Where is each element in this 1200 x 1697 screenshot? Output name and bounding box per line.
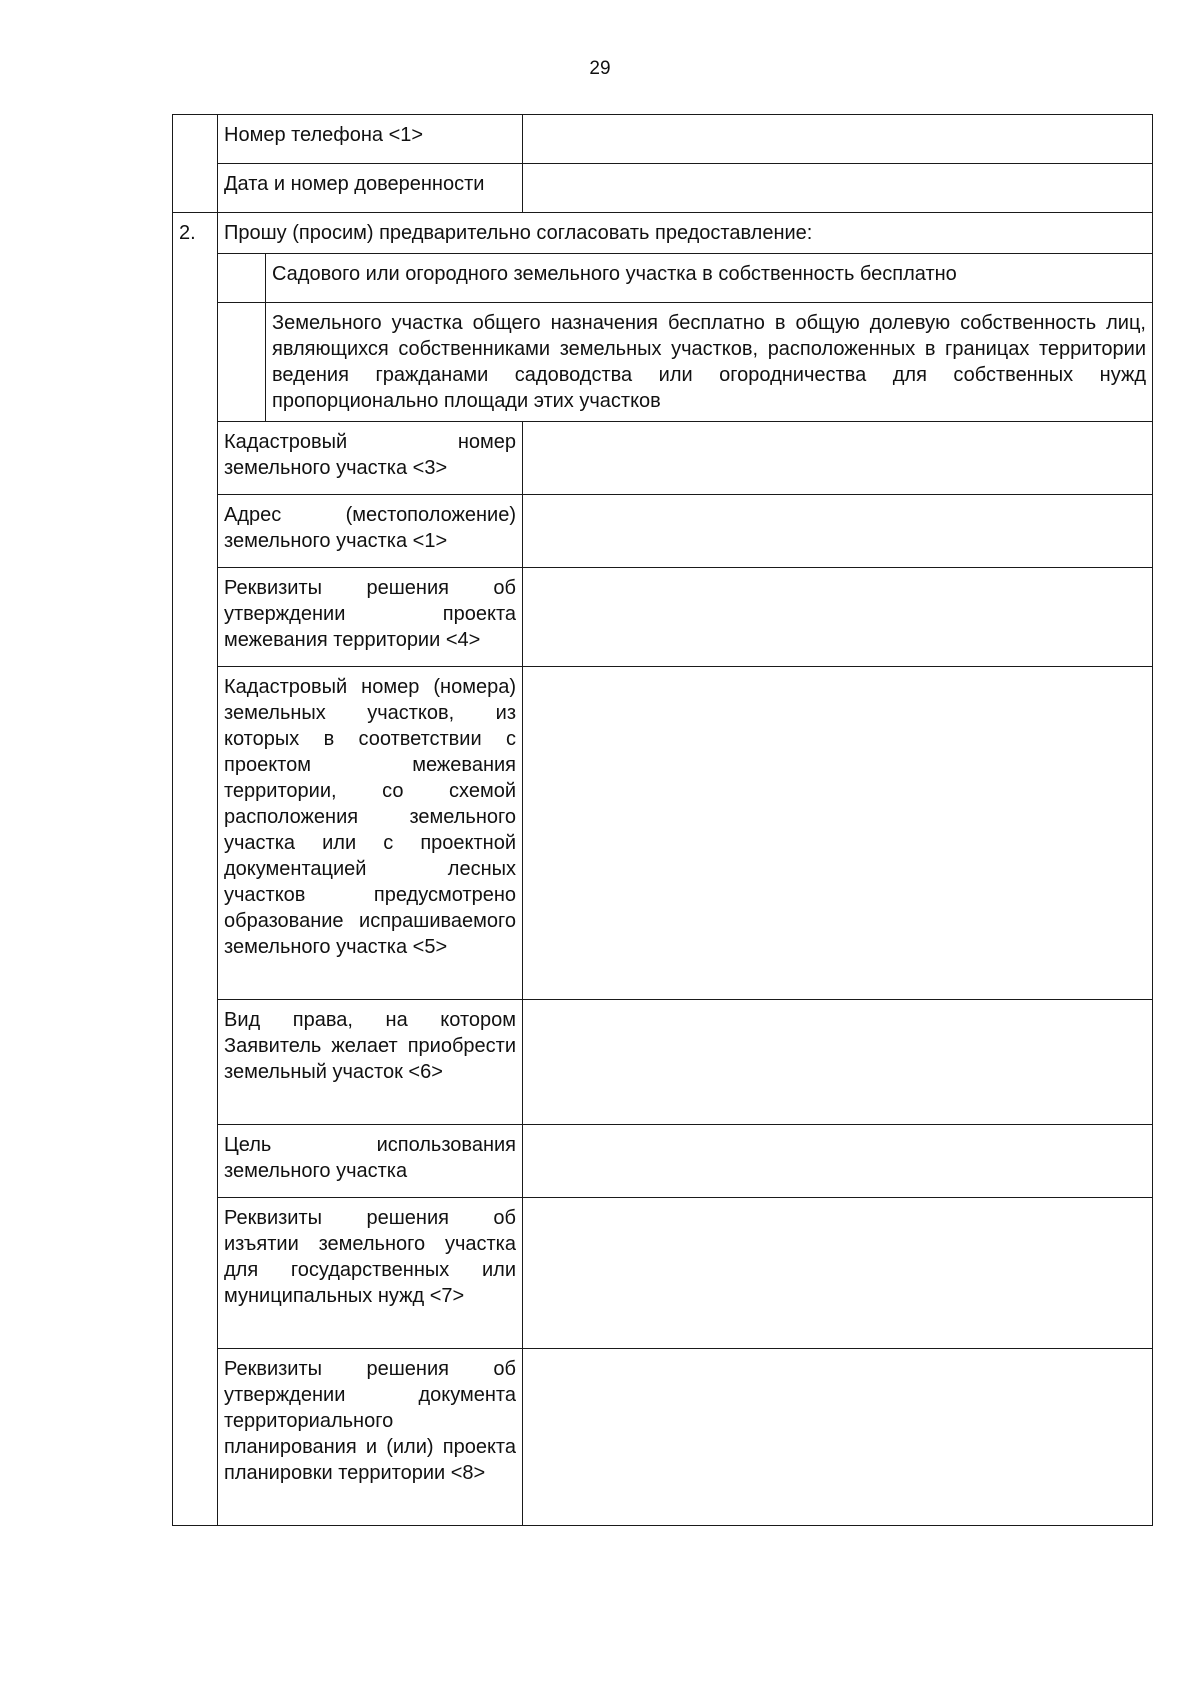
row-number-cell	[173, 115, 218, 213]
page-number: 29	[589, 58, 611, 79]
section-title: Прошу (просим) предварительно согласовать предоставление:	[218, 213, 1153, 254]
usage-purpose-label: Цель использования земельного участка	[218, 1125, 523, 1198]
source-plots-label: Кадастровый номер (номера) земельных участков, из которых в соответствии с проектом межевания территории, со схемой расположения земельного участка или с проектной документацией лесных участков предусмотрено образование испрашиваемого земельного участка <5>	[218, 667, 523, 1000]
right-type-label: Вид права, на котором Заявитель желает приобрести земельный участок <6>	[218, 1000, 523, 1125]
table-row	[173, 495, 1153, 568]
address-field[interactable]	[523, 495, 1153, 568]
option-checkbox-garden[interactable]	[218, 254, 266, 303]
table-row	[173, 115, 1153, 164]
survey-project-label: Реквизиты решения об утверждении проекта межевания территории <4>	[218, 568, 523, 667]
table-row	[173, 1349, 1153, 1526]
cadastral-number-field[interactable]	[523, 422, 1153, 495]
section-number: 2.	[173, 213, 218, 1526]
withdrawal-decision-field[interactable]	[523, 1198, 1153, 1349]
table-row	[173, 667, 1153, 1000]
option-checkbox-common[interactable]	[218, 303, 266, 422]
option-common-plot-label: Земельного участка общего назначения бесплатно в общую долевую собственность лиц, являющихся собственниками земельных участков, расположенных в границах территории ведения гражданами садоводства или огородничества для собственных нужд пропорционально площади этих участков	[266, 303, 1153, 422]
table-row	[173, 422, 1153, 495]
power-of-attorney-value-field[interactable]	[523, 164, 1153, 213]
power-of-attorney-label: Дата и номер доверенности	[218, 164, 523, 213]
table-row	[173, 213, 1153, 254]
table-row	[173, 1125, 1153, 1198]
table-row	[173, 303, 1153, 422]
option-garden-plot-label: Садового или огородного земельного участка в собственность бесплатно	[266, 254, 1153, 303]
right-type-field[interactable]	[523, 1000, 1153, 1125]
address-label: Адрес (местоположение) земельного участка <1>	[218, 495, 523, 568]
phone-value-field[interactable]	[523, 115, 1153, 164]
withdrawal-decision-label: Реквизиты решения об изъятии земельного участка для государственных или муниципальных нужд <7>	[218, 1198, 523, 1349]
application-form-table	[172, 114, 1153, 1526]
cadastral-number-label: Кадастровый номер земельного участка <3>	[218, 422, 523, 495]
planning-document-field[interactable]	[523, 1349, 1153, 1526]
phone-label: Номер телефона <1>	[218, 115, 523, 164]
usage-purpose-field[interactable]	[523, 1125, 1153, 1198]
planning-document-label: Реквизиты решения об утверждении документа территориального планирования и (или) проекта планировки территории <8>	[218, 1349, 523, 1526]
table-row	[173, 1000, 1153, 1125]
table-row	[173, 254, 1153, 303]
table-row	[173, 1198, 1153, 1349]
table-row	[173, 164, 1153, 213]
source-plots-field[interactable]	[523, 667, 1153, 1000]
survey-project-field[interactable]	[523, 568, 1153, 667]
table-row	[173, 568, 1153, 667]
